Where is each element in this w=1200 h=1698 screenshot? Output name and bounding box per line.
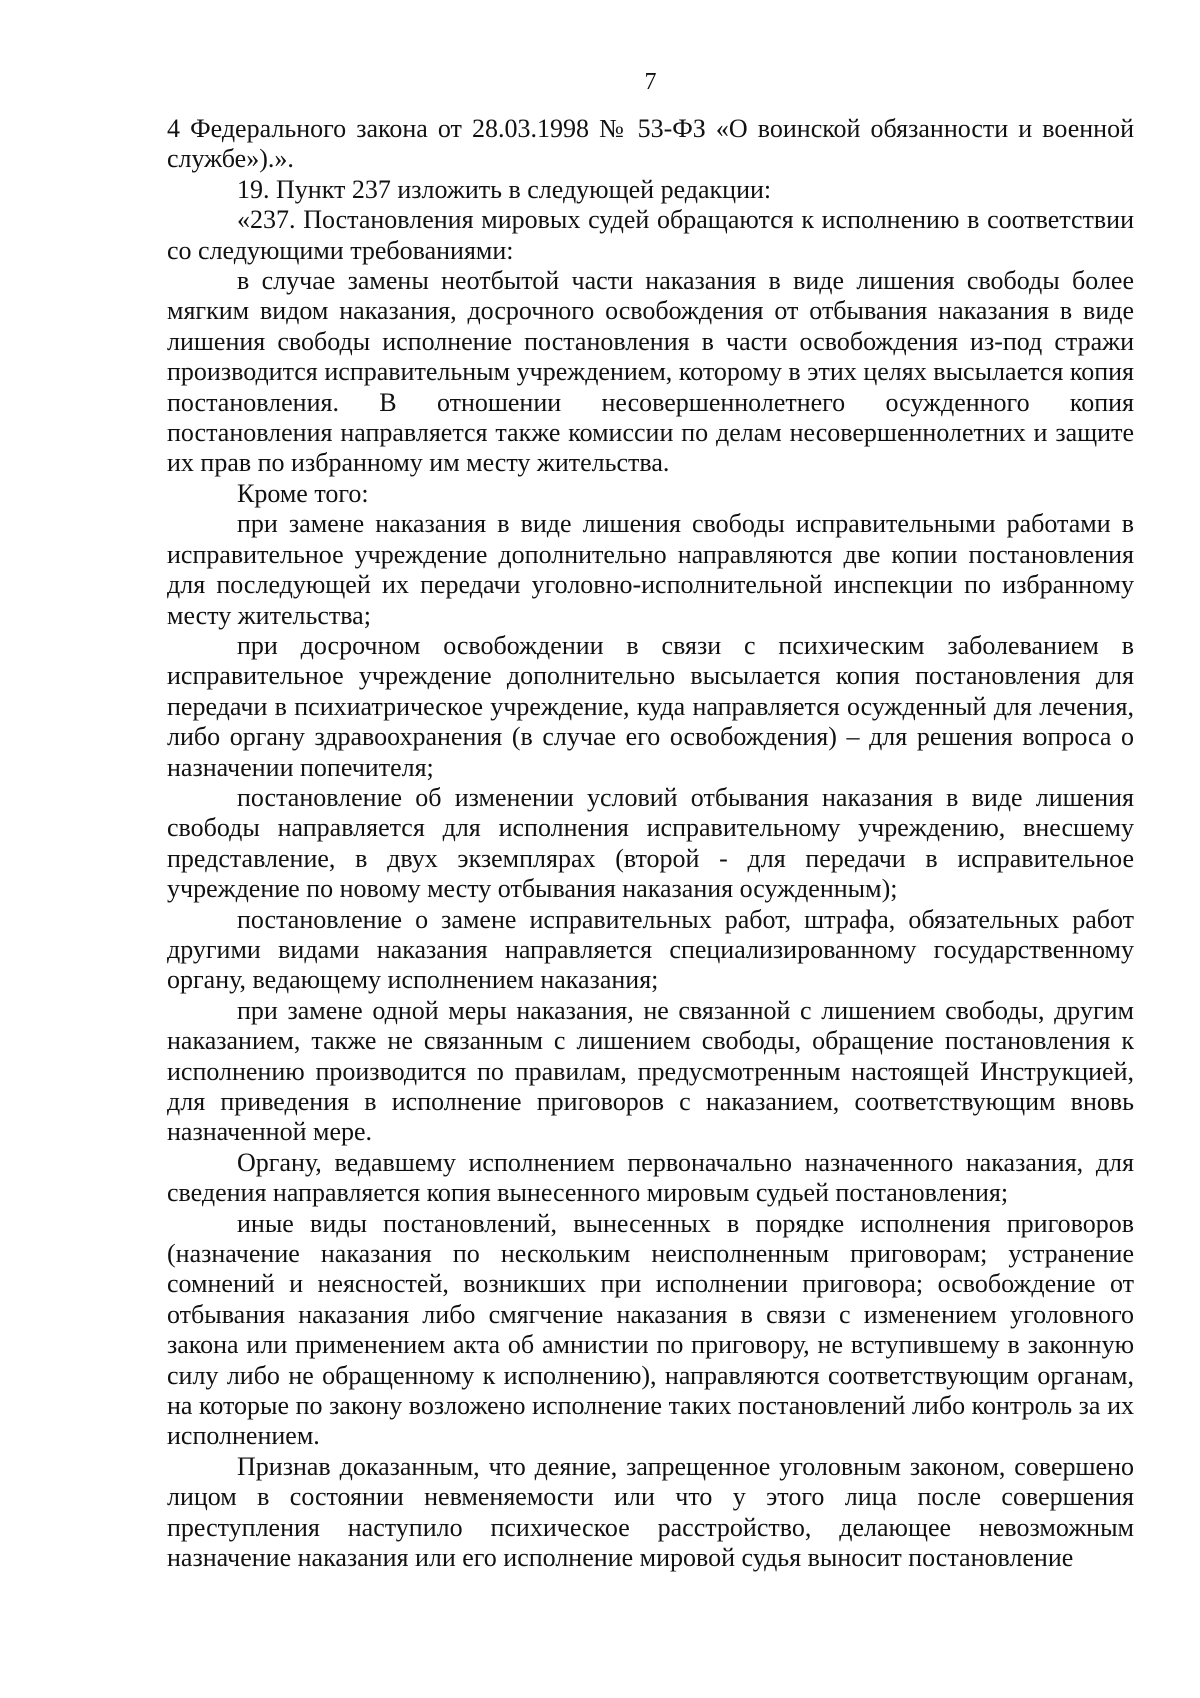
paragraph-non-custodial-replacement: при замене одной меры наказания, не связанной с лишением свободы, другим наказанием, также не связанным с лишением свободы, обращение постановления к исполнению производится по правилам, предусмотренным настоящей Инструкцией, для приведения в исполнение приговоров с наказанием, соответствующим вновь назначенной мере. xyxy=(167,995,1134,1147)
paragraph-law-reference-end: 4 Федерального закона от 28.03.1998 № 53-ФЗ «О воинской обязанности и военной службе»).». xyxy=(167,114,1134,174)
paragraph-besides: Кроме того: xyxy=(237,478,369,508)
paragraph-other-rulings: иные виды постановлений, вынесенных в порядке исполнения приговоров (назначение наказания по нескольким неисполненным приговорам; устранение сомнений и неясностей, возникших при исполнении приговора; освобождение от отбывания наказания либо смягчение наказания в связи с изменением уголовного закона или применением акта об амнистии по приговору, не вступившему в законную силу либо не обращенному к исполнению), направляются соответствующим органам, на которые по закону возложено исполнение таких постановлений либо контроль за их исполнением. xyxy=(167,1208,1134,1451)
document-page xyxy=(167,60,1134,1574)
paragraph-conditions-change: постановление об изменении условий отбывания наказания в виде лишения свободы направляется для исполнения исправительному учреждению, внесшему представление, в двух экземплярах (второй - для передачи в исправительное учреждение по новому месту отбывания наказания осужденным); xyxy=(167,782,1134,904)
paragraph-original-authority: Органу, ведавшему исполнением первоначально назначенного наказания, для сведения направляется копия вынесенного мировым судьей постановления; xyxy=(167,1147,1134,1208)
paragraph-correctional-work: при замене наказания в виде лишения свободы исправительными работами в исправительное учреждение дополнительно направляются две копии постановления для последующей их передачи уголовно-исполнительной инспекции по избранному месту жительства; xyxy=(167,509,1134,630)
paragraph-item-19: 19. Пункт 237 изложить в следующей редакции: xyxy=(237,174,772,204)
paragraph-sentence-replacement: в случае замены неотбытой части наказания в виде лишения свободы более мягким видом наказания, досрочного освобождения от отбывания наказания в виде лишения свободы исполнение постановления в части освобождения из-под стражи производится исправительным учреждением, которому в этих целях высылается копия постановления. В отношении несовершеннолетнего осужденного копия постановления направляется также комиссии по делам несовершеннолетних и защите их прав по избранному им месту жительства. xyxy=(167,266,1134,478)
page-number: 7 xyxy=(644,69,657,95)
paragraph-fine-replacement: постановление о замене исправительных работ, штрафа, обязательных работ другими видами наказания направляется специализированному государственному органу, ведающему исполнением наказания; xyxy=(167,904,1134,995)
paragraph-item-237-intro: «237. Постановления мировых судей обращаются к исполнению в соответствии со следующими требованиями: xyxy=(167,205,1134,265)
paragraph-mental-illness-release: при досрочном освобождении в связи с психическим заболеванием в исправительное учреждение дополнительно высылается копия постановления для передачи в психиатрическое учреждение, куда направляется осужденный для лечения, либо органу здравоохранения (в случае его освобождения) – для решения вопроса о назначении попечителя; xyxy=(167,630,1134,782)
paragraph-insanity: Признав доказанным, что деяние, запрещенное уголовным законом, совершено лицом в состоянии невменяемости или что у этого лица после совершения преступления наступило психическое расстройство, делающее невозможным назначение наказания или его исполнение мировой судья выносит постановление xyxy=(167,1451,1134,1573)
